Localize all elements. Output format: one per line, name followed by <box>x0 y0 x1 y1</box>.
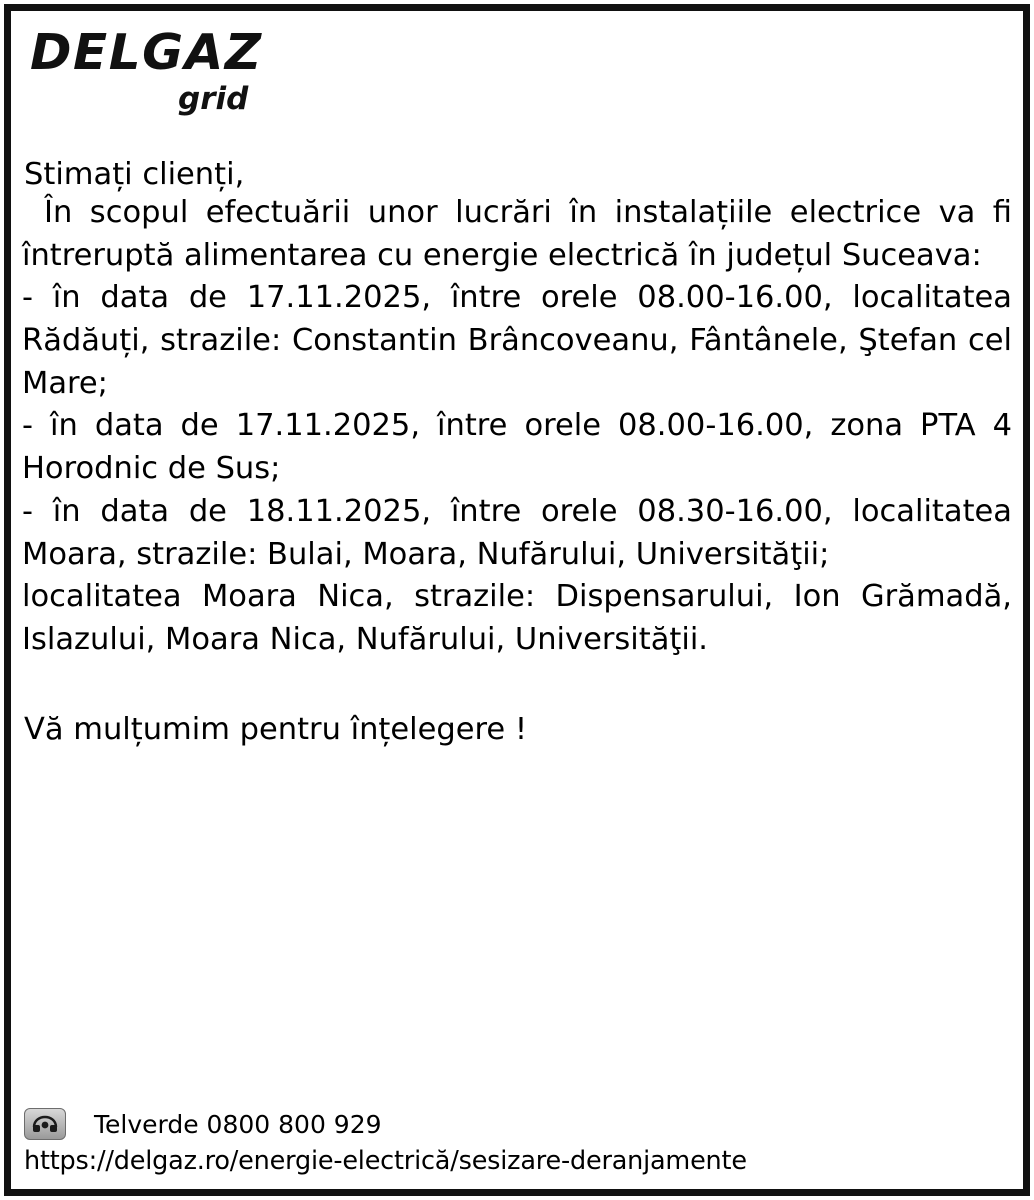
footer-url[interactable]: https://delgaz.ro/energie-electrică/sesizare-deranjamente <box>24 1146 747 1176</box>
outage-entry-3-continuation: localitatea Moara Nica, strazile: Dispensarului, Ion Grămadă, Islazului, Moara Nica, Nufărului, Universităţii. <box>22 579 1012 657</box>
logo-wordmark: DELGAZ <box>30 24 263 81</box>
outage-entry-2: - în data de 17.11.2025, între orele 08.00-16.00, zona PTA 4 Horodnic de Sus; <box>22 408 1012 487</box>
intro-paragraph: În scopul efectuării unor lucrări în instalațiile electrice va fi întreruptă alimentarea cu energie electrică în județul Suceava: <box>22 195 1012 273</box>
telverde-row <box>24 1108 1012 1140</box>
salutation-text: Stimați clienți, <box>24 157 245 192</box>
document-footer <box>24 1108 1012 1176</box>
telverde-label: Telverde 0800 800 929 <box>94 1109 382 1139</box>
document-content <box>22 18 1012 1182</box>
logo-subtext: grid <box>178 81 249 117</box>
outage-entry-1: - în data de 17.11.2025, între orele 08.00-16.00, localitatea Rădăuți, strazile: Constantin Brâncoveanu, Fântânele, Ştefan cel Mare; <box>22 280 1012 401</box>
telephone-icon <box>24 1108 66 1140</box>
delgaz-grid-logo <box>22 18 1012 115</box>
closing-thanks-text: Vă mulțumim pentru înțelegere ! <box>24 711 528 747</box>
outage-entry-3: - în data de 18.11.2025, între orele 08.30-16.00, localitatea Moara, strazile: Bulai, Moara, Nufărului, Universităţii; <box>22 493 1012 572</box>
